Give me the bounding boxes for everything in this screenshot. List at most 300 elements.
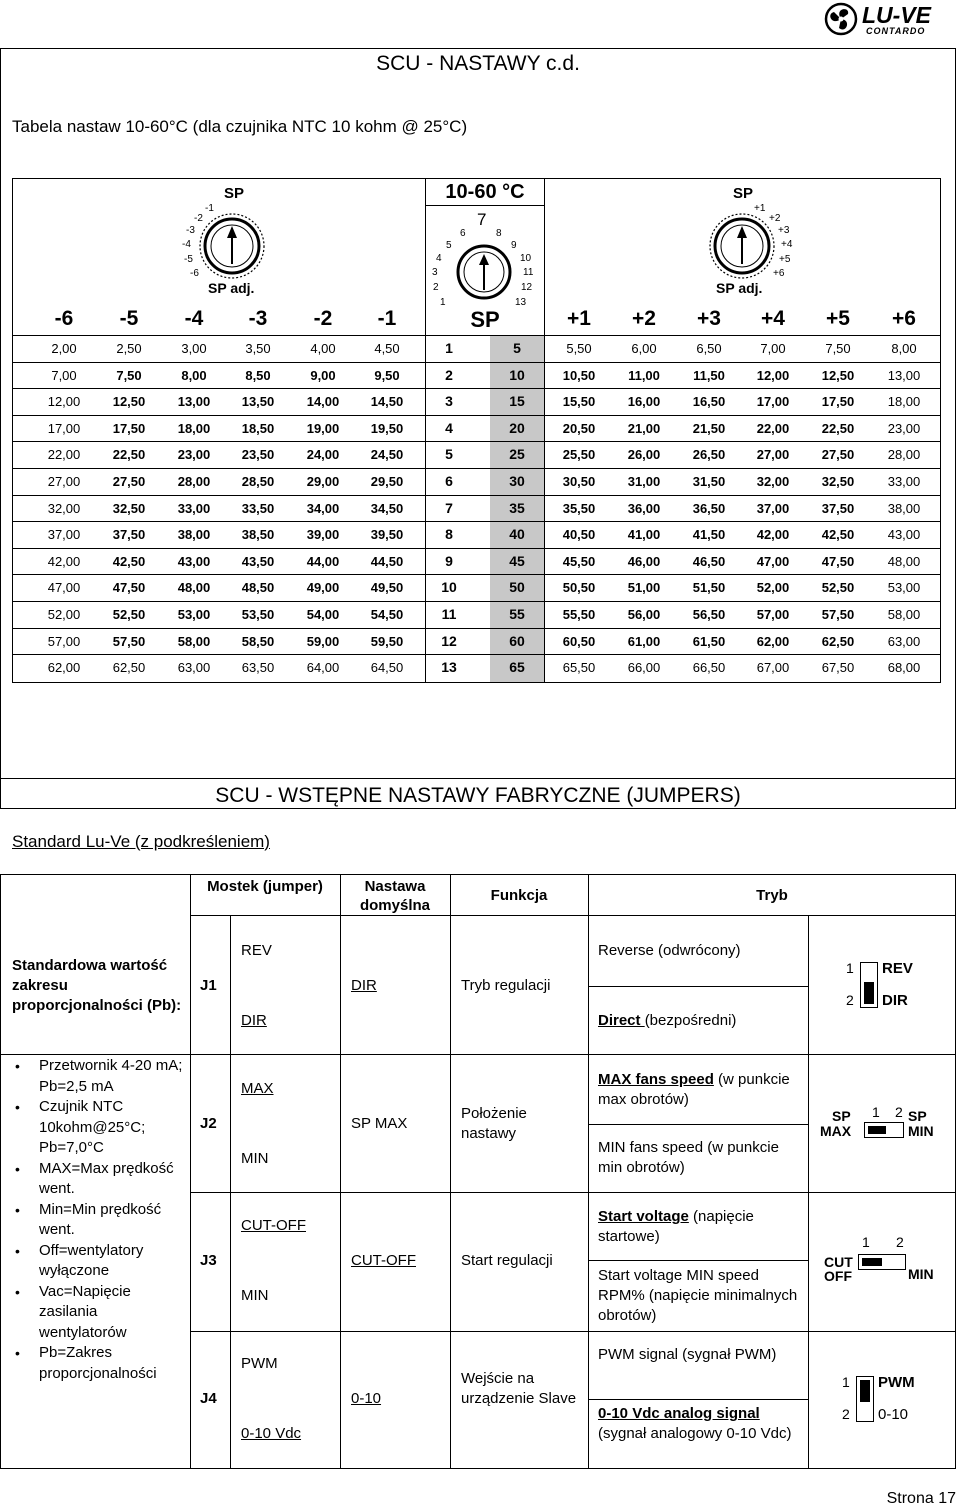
j4-option-0-10vdc: 0-10 Vdc <box>241 1425 302 1442</box>
j3-default: CUT-OFF <box>351 1252 416 1269</box>
setpoint-value: 55 <box>509 606 525 622</box>
row-rule <box>0 1054 956 1055</box>
j2-mode-min: MIN fans speed (w punkcie min obrotów) <box>598 1139 779 1176</box>
offset-header-neg: -2 <box>313 307 333 330</box>
table-cell: 63,00 <box>177 660 211 676</box>
offset-header-pos: +1 <box>567 307 591 330</box>
table-cell: 16,50 <box>692 394 726 410</box>
table-cell: 39,00 <box>306 527 340 543</box>
right-dial-tick: +3 <box>778 225 790 236</box>
center-dial-top: 7 <box>477 210 487 229</box>
j4-default: 0-10 <box>351 1390 382 1407</box>
table-cell: 36,50 <box>692 500 726 516</box>
table-cell: 18,00 <box>887 394 921 410</box>
table-cell: 13,50 <box>241 394 275 410</box>
table-cell: 28,50 <box>241 474 275 489</box>
col-rule <box>190 874 191 1469</box>
header-tryb: Tryb <box>756 887 788 904</box>
list-item: • Off=wentylatory wyłączone <box>12 1241 187 1282</box>
legend-list <box>12 1056 187 1384</box>
subrow-rule <box>588 1399 808 1400</box>
offset-header-pos: +5 <box>826 307 850 330</box>
table-cell: 32,50 <box>112 500 146 516</box>
center-dial-tick: 4 <box>436 253 442 264</box>
j4-jumper-diagram: 1 2 PWM 0-10 <box>842 1374 915 1423</box>
table-cell: 22,50 <box>821 420 855 436</box>
j2-option-min: MIN <box>241 1150 269 1167</box>
table-cell: 48,00 <box>177 580 211 596</box>
standard-label: Standard Lu-Ve (z podkreśleniem) <box>12 832 270 851</box>
table-cell: 62,00 <box>47 660 81 676</box>
center-dial-tick: 3 <box>432 267 438 278</box>
table-cell: 47,50 <box>112 580 146 596</box>
setpoint-value: 15 <box>509 393 525 410</box>
table-cell: 29,00 <box>306 474 340 489</box>
row-rule <box>12 388 941 389</box>
table-cell: 38,00 <box>177 527 211 543</box>
j3-mode-start-voltage: Start voltage (napięcie startowe) <box>598 1208 754 1245</box>
table-cell: 22,00 <box>756 420 790 436</box>
table-cell: 18,50 <box>241 420 275 436</box>
table-cell: 57,00 <box>756 607 790 622</box>
table-cell: 66,00 <box>627 660 661 676</box>
table-cell: 42,50 <box>112 553 146 569</box>
table-cell: 37,50 <box>821 500 855 516</box>
setpoint-value: 50 <box>509 579 525 596</box>
table-cell: 50,50 <box>562 580 596 596</box>
right-dial-tick: +4 <box>781 239 793 250</box>
setpoint-value: 10 <box>509 366 525 383</box>
table-cell: 3,50 <box>245 341 271 356</box>
table-cell: 60,50 <box>562 633 596 649</box>
subrow-rule <box>588 1260 808 1261</box>
table-subtitle: Tabela nastaw 10-60°C (dla czujnika NTC 10 kohm @ 25°C) <box>12 117 468 136</box>
list-item: • Przetwornik 4-20 mA; Pb=2,5 mA <box>12 1056 187 1097</box>
jumper-id-j3: J3 <box>200 1252 217 1269</box>
table-cell: 2,50 <box>116 341 142 356</box>
table-cell: 21,00 <box>627 420 661 436</box>
offset-header-neg: -4 <box>184 307 204 330</box>
table-cell: 33,00 <box>177 500 211 516</box>
right-dial-tick: +1 <box>754 203 766 214</box>
table-cell: 46,50 <box>692 553 726 569</box>
table-cell: 61,00 <box>627 633 661 649</box>
table-cell: 63,50 <box>241 660 275 676</box>
j1-option-rev: REV <box>241 942 272 959</box>
setpoint-value: 5 <box>513 340 521 356</box>
center-dial-tick: 5 <box>446 240 452 251</box>
setpoint-value: 30 <box>509 473 525 489</box>
table-cell: 23,00 <box>887 420 921 436</box>
table-cell: 32,50 <box>821 474 855 489</box>
table-cell: 27,50 <box>821 447 855 463</box>
table-cell: 22,00 <box>47 447 81 463</box>
row-rule <box>12 495 941 496</box>
table-cell: 49,00 <box>306 580 340 596</box>
table-cell: 40,50 <box>562 527 596 543</box>
table-cell: 47,00 <box>47 580 81 596</box>
pb-label: Standardowa wartość zakresu proporcjonalności (Pb): <box>12 957 182 1014</box>
center-dial-tick: 9 <box>511 240 517 251</box>
table-cell: 58,00 <box>177 633 211 649</box>
table-cell: 31,00 <box>627 474 661 489</box>
row-rule <box>12 415 941 416</box>
table-cell: 7,50 <box>116 367 142 383</box>
right-dial-title: SP <box>733 185 754 202</box>
table-cell: 31,50 <box>692 474 726 489</box>
subrow-rule <box>588 986 808 987</box>
jumper-id-j2: J2 <box>200 1115 217 1132</box>
center-dial-tick: 12 <box>521 282 533 293</box>
right-dial-tick: +6 <box>773 268 785 279</box>
row-rule <box>12 362 941 363</box>
jumper-id-j4: J4 <box>200 1390 217 1407</box>
table-cell: 8,50 <box>245 367 271 383</box>
table-cell: 51,50 <box>692 580 726 596</box>
offset-header-pos: +4 <box>761 307 785 330</box>
offset-header-pos: +3 <box>697 307 721 330</box>
col-rule <box>588 874 589 1469</box>
center-dial-tick: 6 <box>460 228 466 239</box>
table-cell: 66,50 <box>692 660 726 676</box>
table-cell: 43,00 <box>177 553 211 569</box>
table-cell: 42,00 <box>47 553 81 569</box>
j3-option-min: MIN <box>241 1287 269 1304</box>
table-cell: 54,00 <box>306 607 340 622</box>
table-cell: 17,50 <box>821 394 855 410</box>
table-cell: 52,00 <box>47 607 81 622</box>
center-dial-title: 10-60 °C <box>425 178 545 206</box>
setpoint-value: 40 <box>509 526 525 543</box>
j1-option-dir: DIR <box>241 1012 267 1029</box>
list-item: • MAX=Max prędkość went. <box>12 1159 187 1200</box>
table-cell: 56,00 <box>627 607 661 622</box>
offset-header-pos: +2 <box>632 307 656 330</box>
dial-position: 12 <box>441 632 457 649</box>
table-cell: 33,50 <box>241 500 275 516</box>
section-divider <box>0 778 956 779</box>
left-dial-title: SP <box>224 185 245 202</box>
table-cell: 18,00 <box>177 420 211 436</box>
left-dial-tick: -1 <box>205 203 214 214</box>
jumpers-title: SCU - WSTĘPNE NASTAWY FABRYCZNE (JUMPERS) <box>215 784 741 807</box>
j2-jumper-diagram: SP MAX 1 2 SP MIN <box>820 1104 934 1139</box>
table-cell: 38,00 <box>887 500 921 516</box>
table-cell: 43,00 <box>887 527 921 543</box>
logo-text: LU-VE <box>862 2 931 28</box>
left-dial-tick: -2 <box>194 213 203 224</box>
table-cell: 52,50 <box>112 607 146 622</box>
row-rule <box>190 1192 956 1193</box>
table-cell: 49,50 <box>370 580 404 596</box>
table-cell: 53,00 <box>177 607 211 622</box>
setpoint-value: 25 <box>509 446 525 463</box>
table-cell: 19,00 <box>306 420 340 436</box>
lu-ve-logo <box>822 2 952 38</box>
table-cell: 64,50 <box>370 660 404 676</box>
table-cell: 2,00 <box>51 341 77 356</box>
row-rule <box>12 628 941 629</box>
j4-option-pwm: PWM <box>241 1355 278 1372</box>
table-cell: 57,50 <box>112 633 146 649</box>
table-cell: 32,00 <box>756 474 790 489</box>
row-rule <box>12 468 941 469</box>
dial-position: 11 <box>441 606 457 622</box>
offset-header-neg: -5 <box>119 307 139 330</box>
table-cell: 30,50 <box>562 474 596 489</box>
table-cell: 53,50 <box>241 607 275 622</box>
dial-position: 4 <box>445 419 453 436</box>
col-rule <box>450 874 451 1469</box>
table-cell: 37,00 <box>756 500 790 516</box>
j1-mode-reverse: Reverse (odwrócony) <box>598 942 741 959</box>
table-cell: 12,00 <box>756 367 790 383</box>
jumper-cap-icon <box>864 982 874 1004</box>
table-cell: 7,00 <box>760 341 786 356</box>
table-cell: 11,50 <box>693 367 725 383</box>
center-dial-tick: 2 <box>433 282 439 293</box>
table-cell: 28,00 <box>887 447 921 463</box>
row-rule <box>12 335 941 336</box>
list-item: • Pb=Zakres proporcjonalności <box>12 1343 187 1384</box>
table-cell: 9,50 <box>374 367 400 383</box>
table-cell: 58,50 <box>241 633 275 649</box>
table-cell: 58,00 <box>887 607 921 622</box>
table-cell: 21,50 <box>692 420 726 436</box>
table-cell: 14,00 <box>306 394 340 410</box>
setpoint-value: 60 <box>509 632 525 649</box>
table-cell: 3,00 <box>181 341 207 356</box>
table-cell: 39,50 <box>370 527 404 543</box>
j2-mode-max: MAX fans speed (w punkcie max obrotów) <box>598 1071 790 1108</box>
offset-header-neg: -3 <box>248 307 268 330</box>
row-rule <box>12 521 941 522</box>
dial-position: 3 <box>445 393 453 410</box>
center-dial-tick: 8 <box>496 228 502 239</box>
table-cell: 57,00 <box>47 633 81 649</box>
col-rule <box>340 874 341 1469</box>
table-cell: 24,00 <box>306 447 340 463</box>
offset-header-pos: +6 <box>892 307 916 330</box>
col-rule <box>230 915 231 1469</box>
right-dial-tick: +5 <box>779 254 791 265</box>
dial-position: 9 <box>445 552 453 569</box>
jumper-cap-icon <box>868 1126 886 1134</box>
table-cell: 45,50 <box>562 553 596 569</box>
table-cell: 9,00 <box>310 367 336 383</box>
page-title: SCU - NASTAWY c.d. <box>376 52 580 75</box>
table-cell: 44,00 <box>306 553 340 569</box>
table-cell: 53,00 <box>887 580 921 596</box>
j2-default: SP MAX <box>351 1115 408 1132</box>
table-cell: 54,50 <box>370 607 404 622</box>
table-cell: 8,00 <box>181 367 207 383</box>
table-cell: 16,00 <box>627 394 661 410</box>
table-cell: 12,50 <box>112 394 146 410</box>
right-dial-tick: +2 <box>769 213 781 224</box>
list-item: • Vac=Napięcie zasilania wentylatorów <box>12 1282 187 1344</box>
jumper-id-j1: J1 <box>200 977 217 994</box>
left-dial-tick: -3 <box>186 225 195 236</box>
center-dial-tick: 1 <box>440 297 446 308</box>
setpoint-value: 35 <box>509 499 525 516</box>
table-cell: 17,50 <box>112 420 146 436</box>
table-cell: 35,50 <box>562 500 596 516</box>
setpoint-value: 20 <box>509 419 525 436</box>
table-cell: 29,50 <box>370 474 404 489</box>
table-cell: 15,50 <box>562 394 596 410</box>
table-cell: 57,50 <box>821 607 855 622</box>
center-dial-tick: 10 <box>520 253 532 264</box>
table-cell: 27,00 <box>47 474 81 489</box>
table-cell: 44,50 <box>370 553 404 569</box>
left-dial-caption: SP adj. <box>208 280 255 296</box>
sp-column-header: SP <box>470 307 500 332</box>
header-mostek: Mostek (jumper) <box>207 878 323 895</box>
row-rule <box>12 441 941 442</box>
table-cell: 10,50 <box>562 367 596 383</box>
offset-header-neg: -1 <box>377 307 397 330</box>
table-cell: 13,00 <box>887 367 921 383</box>
j3-option-cutoff: CUT-OFF <box>241 1217 306 1234</box>
table-cell: 38,50 <box>241 527 275 543</box>
row-rule <box>12 548 941 549</box>
table-cell: 25,50 <box>562 447 596 463</box>
table-cell: 27,00 <box>756 447 790 463</box>
table-cell: 48,50 <box>241 580 275 596</box>
header-funkcja: Funkcja <box>490 887 548 904</box>
table-cell: 34,00 <box>306 500 340 516</box>
center-dial-tick: 11 <box>523 267 534 278</box>
table-cell: 26,00 <box>627 447 661 463</box>
table-cell: 62,50 <box>821 633 855 649</box>
table-cell: 42,50 <box>821 527 855 543</box>
table-cell: 42,00 <box>756 527 790 543</box>
j2-option-max: MAX <box>241 1080 274 1097</box>
col-rule <box>808 915 809 1469</box>
table-cell: 33,00 <box>887 474 921 489</box>
table-cell: 20,50 <box>562 420 596 436</box>
fan-logo-icon <box>822 2 860 36</box>
j3-jumper-diagram: 1 2 CUT OFF MIN <box>824 1234 934 1284</box>
table-cell: 36,00 <box>627 500 661 516</box>
page-number: Strona 17 <box>886 1490 956 1507</box>
table-cell: 47,00 <box>756 553 790 569</box>
table-cell: 62,50 <box>112 660 146 676</box>
table-cell: 12,50 <box>821 367 855 383</box>
table-cell: 6,00 <box>631 341 657 356</box>
table-cell: 52,00 <box>756 580 790 596</box>
table-cell: 47,50 <box>821 553 855 569</box>
left-dial-tick: -4 <box>182 239 191 250</box>
table-cell: 23,00 <box>177 447 211 463</box>
table-cell: 7,50 <box>825 341 851 356</box>
table-cell: 17,00 <box>47 420 81 436</box>
setpoint-value: 65 <box>509 659 525 676</box>
j4-mode-pwm: PWM signal (sygnał PWM) <box>598 1346 777 1363</box>
table-cell: 23,50 <box>241 447 275 463</box>
table-cell: 19,50 <box>370 420 404 436</box>
dial-position: 7 <box>445 499 453 516</box>
table-cell: 34,50 <box>370 500 404 516</box>
header-nastawa: Nastawa domyślna <box>359 878 431 914</box>
table-cell: 64,00 <box>306 660 340 676</box>
table-cell: 28,00 <box>177 474 211 489</box>
dial-position: 13 <box>441 659 457 676</box>
table-cell: 59,00 <box>306 633 340 649</box>
j3-function: Start regulacji <box>461 1252 553 1269</box>
center-dial-tick: 13 <box>515 297 527 308</box>
table-cell: 4,50 <box>374 341 400 356</box>
table-cell: 37,00 <box>47 527 81 543</box>
left-dial-tick: -5 <box>184 254 193 265</box>
table-cell: 13,00 <box>177 394 211 410</box>
table-cell: 7,00 <box>51 367 77 383</box>
table-cell: 52,50 <box>821 580 855 596</box>
table-cell: 6,50 <box>696 341 722 356</box>
setpoint-dial-center-icon <box>440 222 533 302</box>
dial-position: 5 <box>445 446 453 463</box>
table-cell: 67,50 <box>821 660 855 676</box>
logo-subtext: CONTARDO <box>866 26 926 36</box>
left-dial-tick: -6 <box>190 268 199 279</box>
dial-position: 6 <box>445 473 453 489</box>
table-cell: 17,00 <box>756 394 790 410</box>
j1-mode-direct: Direct (bezpośredni) <box>598 1012 737 1029</box>
table-cell: 63,00 <box>887 633 921 649</box>
dial-position: 1 <box>445 340 453 356</box>
j3-mode-min-speed: Start voltage MIN speed RPM% (napięcie minimalnych obrotów) <box>598 1267 798 1324</box>
table-cell: 41,00 <box>627 527 661 543</box>
table-cell: 43,50 <box>241 553 275 569</box>
dial-position: 2 <box>445 366 453 383</box>
table-cell: 14,50 <box>370 394 404 410</box>
jumper-cap-icon <box>862 1258 882 1266</box>
row-rule <box>12 601 941 602</box>
table-cell: 67,00 <box>756 660 790 676</box>
table-cell: 11,00 <box>628 367 660 383</box>
table-cell: 5,50 <box>566 341 592 356</box>
table-cell: 51,00 <box>627 580 661 596</box>
table-cell: 32,00 <box>47 500 81 516</box>
title-rule <box>0 808 956 809</box>
table-cell: 27,50 <box>112 474 146 489</box>
list-item: • Czujnik NTC 10kohm@25°C; Pb=7,0°C <box>12 1097 187 1159</box>
table-cell: 8,00 <box>891 341 917 356</box>
table-cell: 62,00 <box>756 633 790 649</box>
j4-mode-analog: 0-10 Vdc analog signal (sygnał analogowy 0-10 Vdc) <box>598 1405 792 1442</box>
table-cell: 56,50 <box>692 607 726 622</box>
row-rule <box>12 574 941 575</box>
table-cell: 22,50 <box>112 447 146 463</box>
jumper-cap-icon <box>860 1380 870 1402</box>
right-dial-caption: SP adj. <box>716 280 763 296</box>
dial-position: 8 <box>445 526 453 543</box>
table-cell: 26,50 <box>692 447 726 463</box>
row-rule <box>190 1331 956 1332</box>
table-cell: 41,50 <box>692 527 726 543</box>
table-cell: 37,50 <box>112 527 146 543</box>
table-cell: 55,50 <box>562 607 596 622</box>
table-cell: 59,50 <box>370 633 404 649</box>
row-rule <box>12 654 941 655</box>
table-cell: 65,50 <box>562 660 596 676</box>
dial-position: 10 <box>441 579 457 596</box>
table-cell: 68,00 <box>887 660 921 676</box>
list-item: • Min=Min prędkość went. <box>12 1200 187 1241</box>
table-cell: 12,00 <box>47 394 81 410</box>
subrow-rule <box>588 1124 808 1125</box>
